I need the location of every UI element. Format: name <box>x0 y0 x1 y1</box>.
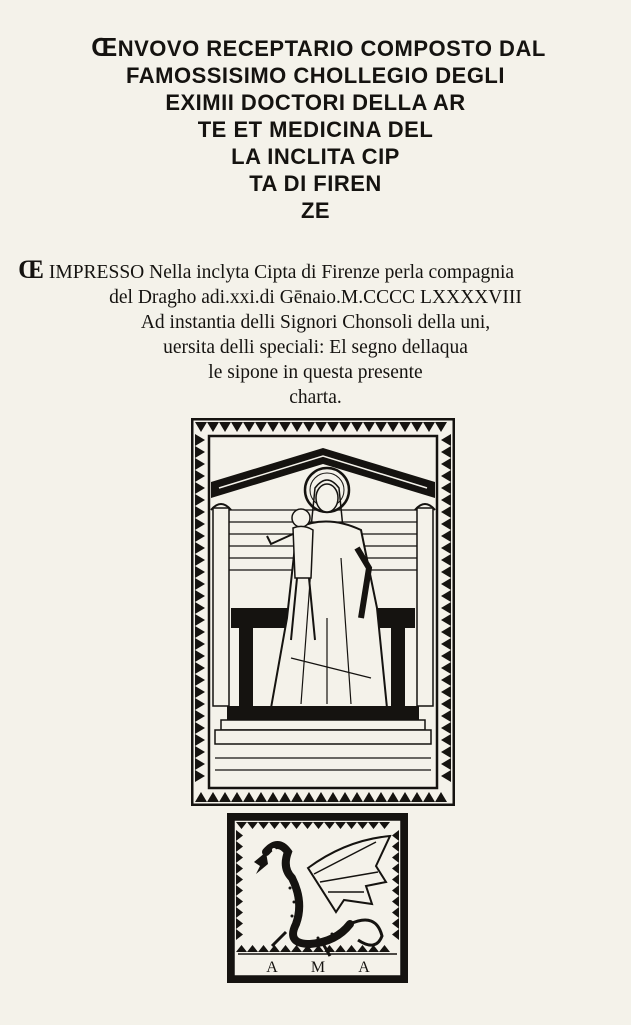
dragon-printer-mark-image <box>226 812 409 984</box>
title-line-7: ZE <box>300 198 331 223</box>
mark-letter: A <box>358 959 370 976</box>
pilcrow-mark: Œ <box>91 32 118 62</box>
mark-letter: A <box>266 959 278 976</box>
title-line-5: LA INCLITA CIP <box>231 144 400 169</box>
colophon-line-5: le sipone in questa presente <box>208 362 423 383</box>
mark-letter: M <box>310 959 326 976</box>
colophon-line-3: Ad instantia delli Signori Chonsoli della uni, <box>140 312 491 333</box>
pilcrow-mark: Œ <box>18 255 44 284</box>
madonna-woodcut-image <box>191 418 455 806</box>
title-block <box>0 34 631 224</box>
colophon-line-2: del Dragho adi.xxi.di Gēnaio.M.CCCC LXXXXVIII <box>109 287 522 308</box>
colophon-block <box>0 257 631 410</box>
title-line-2: FAMOSSISIMO CHOLLEGIO DEGLI <box>126 63 505 88</box>
colophon-line-6: charta. <box>289 387 342 408</box>
title-line-6: TA DI FIREN <box>249 171 382 196</box>
title-line-3: EXIMII DOCTORI DELLA AR <box>165 90 466 115</box>
title-line-4: TE ET MEDICINA DEL <box>197 117 434 142</box>
colophon-line-4: uersita delli speciali: El segno dellaqua <box>163 337 468 358</box>
colophon-line-1: Œ IMPRESSO Nella inclyta Cipta di Firenze perla compagnia <box>18 255 515 284</box>
title-line-1: ŒNVOVO RECEPTARIO COMPOSTO DAL <box>91 32 546 62</box>
